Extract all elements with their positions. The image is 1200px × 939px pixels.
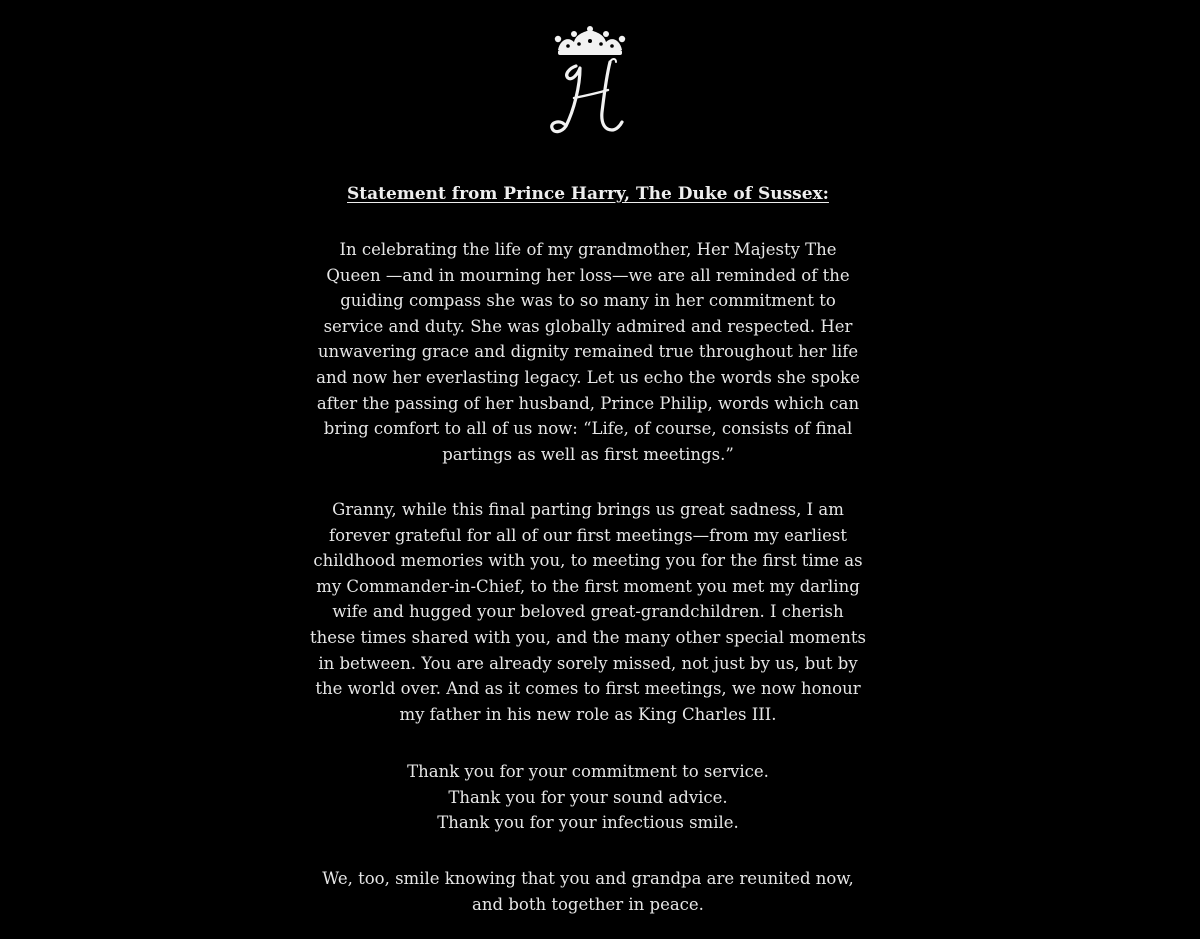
thank-you-lines <box>310 759 866 836</box>
statement-paragraph-1: In celebrating the life of my grandmother, Her Majesty The Queen —and in mourning her loss—we are all reminded of the guiding compass she was to so many in her commitment to service and duty. She was globally admired and respected. Her unwavering grace and dignity remained true throughout her life and now her everlasting legacy. Let us echo the words she spoke after the passing of her husband, Prince Philip, words which can bring comfort to all of us now: “Life, of course, consists of final partings as well as first meetings.” <box>316 240 860 464</box>
thank-you-line-service: Thank you for your commitment to service. <box>407 762 769 781</box>
statement-title: Statement from Prince Harry, The Duke of Sussex: <box>347 184 829 204</box>
thank-you-line-advice: Thank you for your sound advice. <box>448 787 728 807</box>
crown-monogram-logo <box>546 26 634 138</box>
statement-paragraph-closing: We, too, smile knowing that you and grandpa are reunited now, and both together in peace. <box>322 869 854 914</box>
crown-monogram-icon <box>546 26 634 138</box>
statement-paragraph-2: Granny, while this final parting brings us great sadness, I am forever grateful for all of our first meetings—from my earliest childhood memories with you, to meeting you for the first time as my Commander-in-Chief, to the first moment you met my darling wife and hugged your beloved great-grandchildren. I cherish these times shared with you, and the many other special moments in between. You are already sorely missed, not just by us, but by the world over. And as it comes to first meetings, we now honour my father in his new role as King Charles III. <box>310 500 866 724</box>
thank-you-line-smile: Thank you for your infectious smile. <box>437 813 739 833</box>
